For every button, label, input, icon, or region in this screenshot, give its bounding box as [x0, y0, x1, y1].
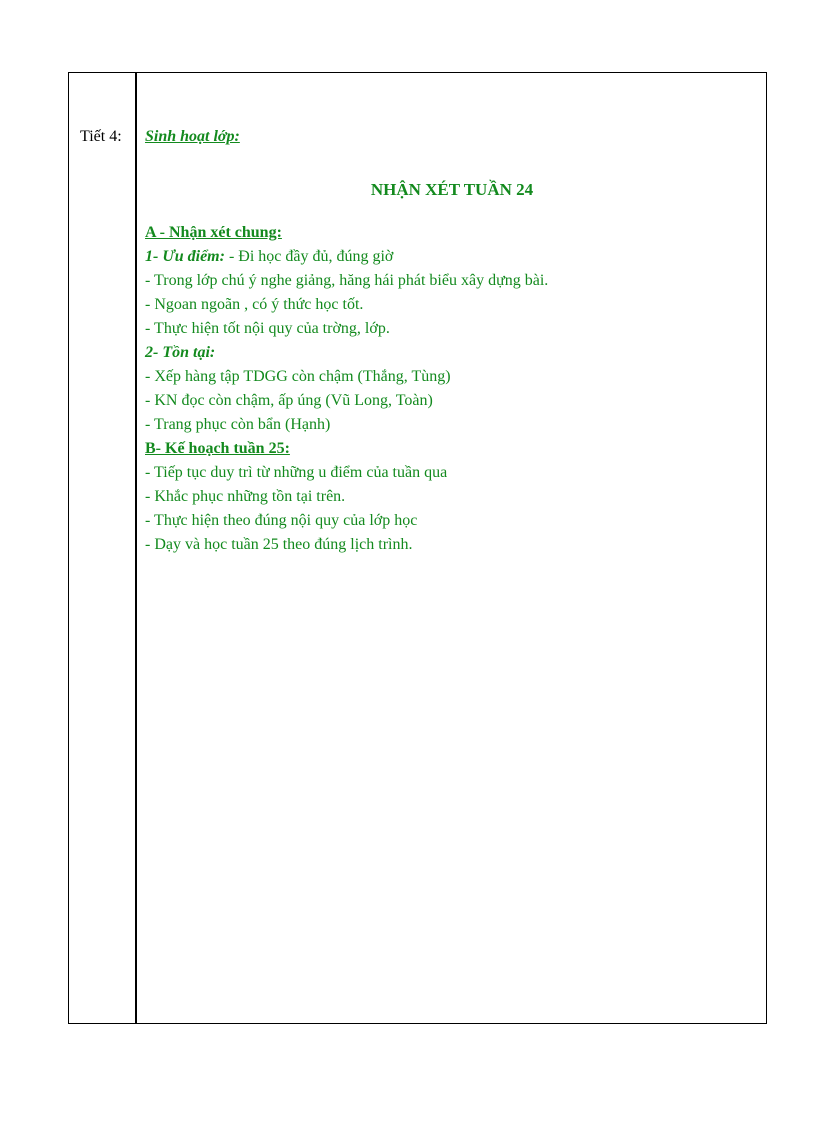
- subject-heading: Sinh hoạt lớp:: [145, 128, 240, 145]
- weaknesses-label: 2- Tồn tại:: [145, 344, 216, 361]
- section-b-heading: B- Kế hoạch tuần 25:: [145, 440, 290, 457]
- strengths-label: 1- Ưu điểm:: [145, 248, 225, 265]
- strength-item: - Thực hiện tốt nội quy của trờng, lớp.: [145, 320, 390, 337]
- plan-item: - Khắc phục những tồn tại trên.: [145, 488, 346, 505]
- strength-item: - Ngoan ngoãn , có ý thức học tốt.: [145, 296, 364, 313]
- plan-item: - Dạy và học tuần 25 theo đúng lịch trình.: [145, 536, 413, 553]
- weakness-item: - Xếp hàng tập TDGG còn chậm (Thắng, Tùng): [145, 368, 451, 385]
- section-a-heading: A - Nhận xét chung:: [145, 224, 282, 241]
- page-title: NHẬN XÉT TUẦN 24: [370, 180, 534, 199]
- column-divider: [135, 72, 137, 1024]
- period-label: Tiết 4:: [80, 128, 122, 145]
- strengths-line: [145, 248, 393, 266]
- strengths-first: - Đi học đầy đủ, đúng giờ: [224, 248, 394, 265]
- plan-item: - Thực hiện theo đúng nội quy của lớp học: [145, 512, 418, 529]
- weakness-item: - Trang phục còn bẩn (Hạnh): [145, 416, 331, 433]
- plan-item: - Tiếp tục duy trì từ những u điểm của tuần qua: [145, 464, 448, 481]
- weakness-item: - KN đọc còn chậm, ấp úng (Vũ Long, Toàn): [145, 392, 433, 409]
- strength-item: - Trong lớp chú ý nghe giảng, hăng hái phát biểu xây dựng bài.: [145, 272, 549, 289]
